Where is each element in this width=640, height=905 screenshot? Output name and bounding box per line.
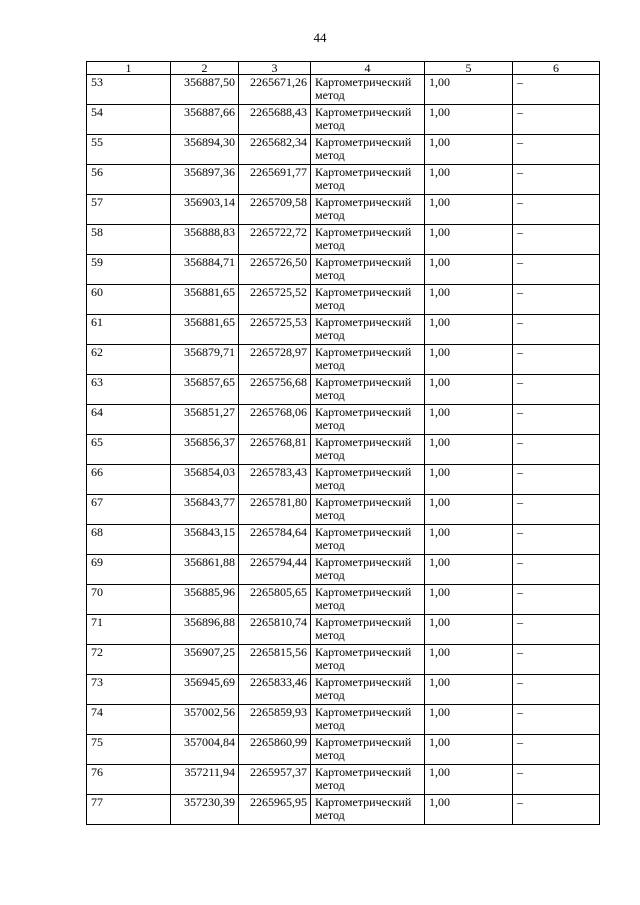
method-cell: Картометрический метод — [311, 315, 425, 345]
y-coordinate-cell: 2265671,26 — [239, 75, 311, 105]
table-row — [87, 465, 600, 495]
y-coordinate-cell: 2265783,43 — [239, 465, 311, 495]
table-row — [87, 675, 600, 705]
note-cell: – — [513, 735, 600, 765]
method-cell: Картометрический метод — [311, 75, 425, 105]
accuracy-cell: 1,00 — [425, 75, 513, 105]
x-coordinate-cell: 356887,50 — [171, 75, 239, 105]
table-row — [87, 765, 600, 795]
note-cell: – — [513, 255, 600, 285]
accuracy-cell: 1,00 — [425, 195, 513, 225]
y-coordinate-cell: 2265725,53 — [239, 315, 311, 345]
note-cell: – — [513, 435, 600, 465]
note-cell: – — [513, 405, 600, 435]
x-coordinate-cell: 356907,25 — [171, 645, 239, 675]
accuracy-cell: 1,00 — [425, 795, 513, 825]
table-row — [87, 165, 600, 195]
note-cell: – — [513, 675, 600, 705]
point-number-cell: 76 — [87, 765, 171, 795]
x-coordinate-cell: 356879,71 — [171, 345, 239, 375]
method-cell: Картометрический метод — [311, 105, 425, 135]
accuracy-cell: 1,00 — [425, 105, 513, 135]
x-coordinate-cell: 356843,77 — [171, 495, 239, 525]
y-coordinate-cell: 2265722,72 — [239, 225, 311, 255]
y-coordinate-cell: 2265709,58 — [239, 195, 311, 225]
table-row — [87, 495, 600, 525]
note-cell: – — [513, 645, 600, 675]
note-cell: – — [513, 525, 600, 555]
note-cell: – — [513, 705, 600, 735]
point-number-cell: 60 — [87, 285, 171, 315]
y-coordinate-cell: 2265805,65 — [239, 585, 311, 615]
y-coordinate-cell: 2265725,52 — [239, 285, 311, 315]
accuracy-cell: 1,00 — [425, 495, 513, 525]
note-cell: – — [513, 465, 600, 495]
x-coordinate-cell: 356881,65 — [171, 315, 239, 345]
method-cell: Картометрический метод — [311, 465, 425, 495]
y-coordinate-cell: 2265784,64 — [239, 525, 311, 555]
accuracy-cell: 1,00 — [425, 765, 513, 795]
accuracy-cell: 1,00 — [425, 525, 513, 555]
y-coordinate-cell: 2265726,50 — [239, 255, 311, 285]
accuracy-cell: 1,00 — [425, 615, 513, 645]
table-row — [87, 285, 600, 315]
y-coordinate-cell: 2265688,43 — [239, 105, 311, 135]
y-coordinate-cell: 2265781,80 — [239, 495, 311, 525]
table-row — [87, 345, 600, 375]
note-cell: – — [513, 795, 600, 825]
table-row — [87, 75, 600, 105]
point-number-cell: 64 — [87, 405, 171, 435]
point-number-cell: 72 — [87, 645, 171, 675]
method-cell: Картометрический метод — [311, 585, 425, 615]
y-coordinate-cell: 2265728,97 — [239, 345, 311, 375]
note-cell: – — [513, 135, 600, 165]
method-cell: Картометрический метод — [311, 375, 425, 405]
y-coordinate-cell: 2265756,68 — [239, 375, 311, 405]
table-row — [87, 315, 600, 345]
y-coordinate-cell: 2265957,37 — [239, 765, 311, 795]
table-row — [87, 795, 600, 825]
point-number-cell: 57 — [87, 195, 171, 225]
table-row — [87, 705, 600, 735]
coordinates-table — [86, 61, 600, 825]
note-cell: – — [513, 105, 600, 135]
note-cell: – — [513, 75, 600, 105]
note-cell: – — [513, 165, 600, 195]
column-header: 2 — [171, 62, 239, 75]
accuracy-cell: 1,00 — [425, 345, 513, 375]
y-coordinate-cell: 2265965,95 — [239, 795, 311, 825]
table-row — [87, 525, 600, 555]
accuracy-cell: 1,00 — [425, 645, 513, 675]
point-number-cell: 71 — [87, 615, 171, 645]
y-coordinate-cell: 2265833,46 — [239, 675, 311, 705]
x-coordinate-cell: 356885,96 — [171, 585, 239, 615]
method-cell: Картометрический метод — [311, 225, 425, 255]
x-coordinate-cell: 356888,83 — [171, 225, 239, 255]
note-cell: – — [513, 495, 600, 525]
accuracy-cell: 1,00 — [425, 285, 513, 315]
x-coordinate-cell: 356945,69 — [171, 675, 239, 705]
x-coordinate-cell: 357004,84 — [171, 735, 239, 765]
x-coordinate-cell: 357002,56 — [171, 705, 239, 735]
x-coordinate-cell: 356851,27 — [171, 405, 239, 435]
method-cell: Картометрический метод — [311, 435, 425, 465]
method-cell: Картометрический метод — [311, 495, 425, 525]
note-cell: – — [513, 225, 600, 255]
column-header: 5 — [425, 62, 513, 75]
column-header: 4 — [311, 62, 425, 75]
method-cell: Картометрический метод — [311, 735, 425, 765]
point-number-cell: 66 — [87, 465, 171, 495]
point-number-cell: 75 — [87, 735, 171, 765]
note-cell: – — [513, 315, 600, 345]
accuracy-cell: 1,00 — [425, 705, 513, 735]
accuracy-cell: 1,00 — [425, 435, 513, 465]
method-cell: Картометрический метод — [311, 555, 425, 585]
accuracy-cell: 1,00 — [425, 165, 513, 195]
table-row — [87, 135, 600, 165]
table-row — [87, 195, 600, 225]
column-header: 1 — [87, 62, 171, 75]
note-cell: – — [513, 585, 600, 615]
table-row — [87, 615, 600, 645]
accuracy-cell: 1,00 — [425, 375, 513, 405]
point-number-cell: 77 — [87, 795, 171, 825]
point-number-cell: 62 — [87, 345, 171, 375]
accuracy-cell: 1,00 — [425, 135, 513, 165]
method-cell: Картометрический метод — [311, 345, 425, 375]
table-row — [87, 585, 600, 615]
note-cell: – — [513, 285, 600, 315]
x-coordinate-cell: 356887,66 — [171, 105, 239, 135]
table-row — [87, 375, 600, 405]
point-number-cell: 63 — [87, 375, 171, 405]
method-cell: Картометрический метод — [311, 285, 425, 315]
y-coordinate-cell: 2265859,93 — [239, 705, 311, 735]
note-cell: – — [513, 375, 600, 405]
table-row — [87, 105, 600, 135]
accuracy-cell: 1,00 — [425, 405, 513, 435]
x-coordinate-cell: 357211,94 — [171, 765, 239, 795]
method-cell: Картометрический метод — [311, 705, 425, 735]
accuracy-cell: 1,00 — [425, 585, 513, 615]
note-cell: – — [513, 555, 600, 585]
accuracy-cell: 1,00 — [425, 735, 513, 765]
point-number-cell: 58 — [87, 225, 171, 255]
accuracy-cell: 1,00 — [425, 465, 513, 495]
method-cell: Картометрический метод — [311, 615, 425, 645]
point-number-cell: 61 — [87, 315, 171, 345]
y-coordinate-cell: 2265815,56 — [239, 645, 311, 675]
column-header: 3 — [239, 62, 311, 75]
x-coordinate-cell: 356894,30 — [171, 135, 239, 165]
note-cell: – — [513, 195, 600, 225]
method-cell: Картометрический метод — [311, 525, 425, 555]
point-number-cell: 53 — [87, 75, 171, 105]
column-header: 6 — [513, 62, 600, 75]
accuracy-cell: 1,00 — [425, 555, 513, 585]
method-cell: Картометрический метод — [311, 795, 425, 825]
x-coordinate-cell: 356854,03 — [171, 465, 239, 495]
point-number-cell: 74 — [87, 705, 171, 735]
table-row — [87, 405, 600, 435]
point-number-cell: 65 — [87, 435, 171, 465]
table-row — [87, 255, 600, 285]
point-number-cell: 67 — [87, 495, 171, 525]
method-cell: Картометрический метод — [311, 255, 425, 285]
y-coordinate-cell: 2265768,06 — [239, 405, 311, 435]
x-coordinate-cell: 356897,36 — [171, 165, 239, 195]
y-coordinate-cell: 2265768,81 — [239, 435, 311, 465]
y-coordinate-cell: 2265691,77 — [239, 165, 311, 195]
point-number-cell: 56 — [87, 165, 171, 195]
table-body — [87, 75, 600, 825]
accuracy-cell: 1,00 — [425, 675, 513, 705]
table-header-row — [87, 62, 600, 75]
table-row — [87, 225, 600, 255]
table-row — [87, 735, 600, 765]
accuracy-cell: 1,00 — [425, 225, 513, 255]
x-coordinate-cell: 356861,88 — [171, 555, 239, 585]
method-cell: Картометрический метод — [311, 135, 425, 165]
method-cell: Картометрический метод — [311, 405, 425, 435]
point-number-cell: 69 — [87, 555, 171, 585]
point-number-cell: 68 — [87, 525, 171, 555]
point-number-cell: 55 — [87, 135, 171, 165]
y-coordinate-cell: 2265810,74 — [239, 615, 311, 645]
x-coordinate-cell: 356843,15 — [171, 525, 239, 555]
note-cell: – — [513, 615, 600, 645]
x-coordinate-cell: 357230,39 — [171, 795, 239, 825]
method-cell: Картометрический метод — [311, 165, 425, 195]
x-coordinate-cell: 356881,65 — [171, 285, 239, 315]
accuracy-cell: 1,00 — [425, 315, 513, 345]
y-coordinate-cell: 2265682,34 — [239, 135, 311, 165]
y-coordinate-cell: 2265794,44 — [239, 555, 311, 585]
table-row — [87, 435, 600, 465]
y-coordinate-cell: 2265860,99 — [239, 735, 311, 765]
point-number-cell: 70 — [87, 585, 171, 615]
point-number-cell: 73 — [87, 675, 171, 705]
x-coordinate-cell: 356856,37 — [171, 435, 239, 465]
accuracy-cell: 1,00 — [425, 255, 513, 285]
note-cell: – — [513, 765, 600, 795]
x-coordinate-cell: 356903,14 — [171, 195, 239, 225]
table-row — [87, 555, 600, 585]
method-cell: Картометрический метод — [311, 195, 425, 225]
point-number-cell: 59 — [87, 255, 171, 285]
x-coordinate-cell: 356857,65 — [171, 375, 239, 405]
method-cell: Картометрический метод — [311, 675, 425, 705]
note-cell: – — [513, 345, 600, 375]
point-number-cell: 54 — [87, 105, 171, 135]
x-coordinate-cell: 356884,71 — [171, 255, 239, 285]
method-cell: Картометрический метод — [311, 645, 425, 675]
table-row — [87, 645, 600, 675]
x-coordinate-cell: 356896,88 — [171, 615, 239, 645]
method-cell: Картометрический метод — [311, 765, 425, 795]
page-number: 44 — [313, 30, 327, 45]
